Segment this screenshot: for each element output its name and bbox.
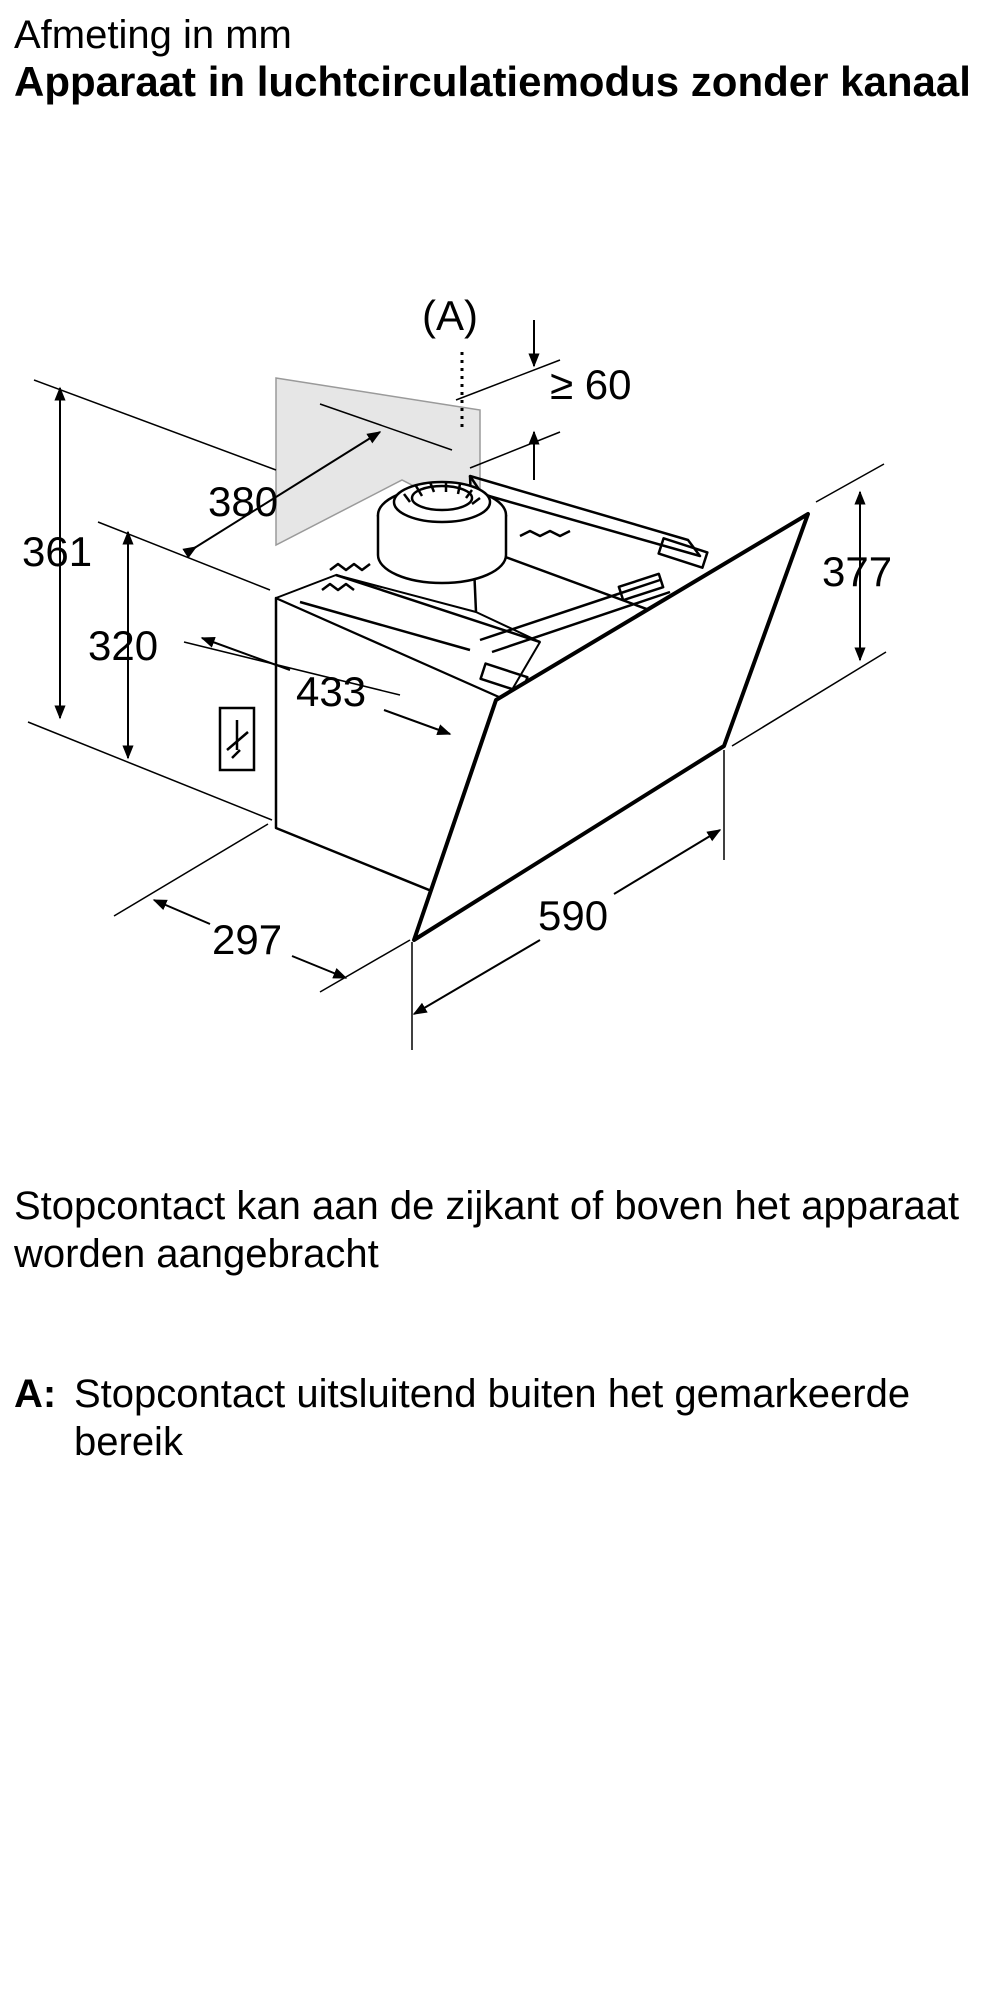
dim-width: 590 xyxy=(538,892,609,939)
fan-icon xyxy=(378,482,506,583)
dim-inner-depth: 433 xyxy=(296,668,367,715)
legend-text: Stopcontact uitsluitend buiten het gemarkeerde bereik xyxy=(74,1372,911,1464)
socket-note: Stopcontact kan aan de zijkant of boven het apparaat worden aangebracht xyxy=(14,1184,960,1276)
page-subtitle: Afmeting in mm xyxy=(14,13,292,57)
dim-total-height: 361 xyxy=(22,528,93,575)
dimension-drawing xyxy=(0,280,1000,1080)
marker-a-label: (A) xyxy=(422,292,478,339)
socket-icon xyxy=(220,708,254,770)
legend-key: A: xyxy=(14,1372,57,1416)
dim-bottom-depth: 297 xyxy=(212,916,283,963)
dim-glass-height: 377 xyxy=(822,548,893,595)
page-title: Apparaat in luchtcirculatiemodus zonder kanaal xyxy=(14,58,971,105)
dim-depth-top: 380 xyxy=(208,478,279,525)
dim-min-gap: ≥ 60 xyxy=(550,361,632,408)
dim-body-height: 320 xyxy=(88,622,159,669)
